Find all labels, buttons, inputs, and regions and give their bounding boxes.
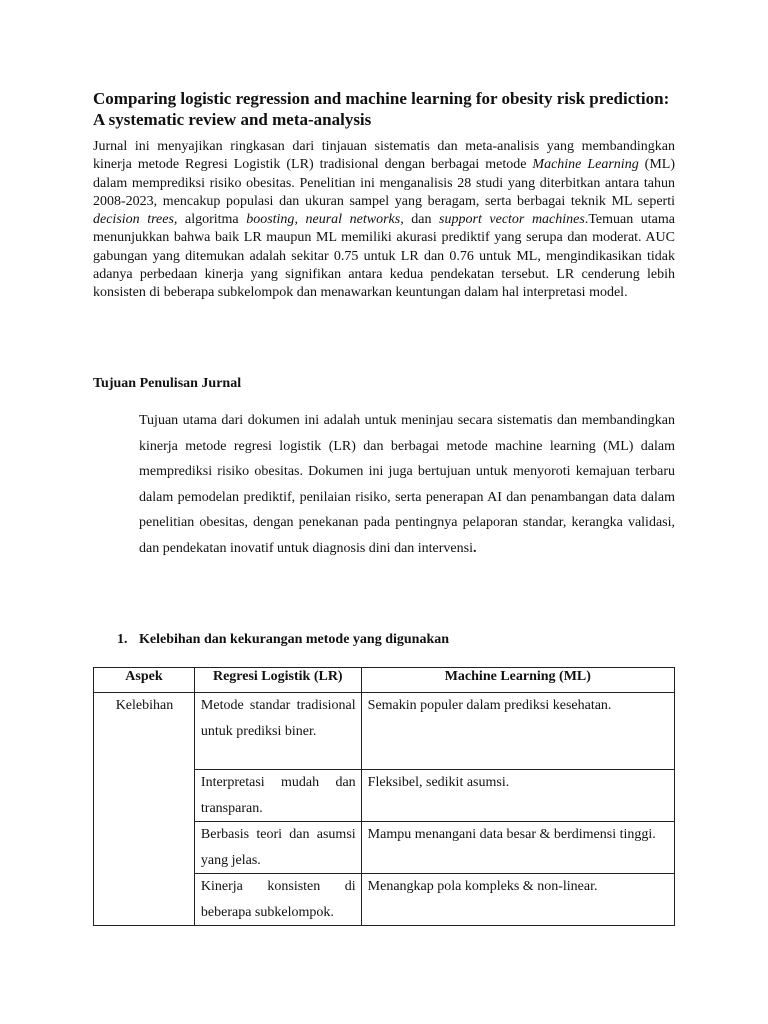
abstract-text-6: .Temuan utama menunjukkan bahwa baik LR maupun ML memiliki akurasi prediktif yang serupa dan moderat. AUC gabungan yang ditemukan adalah sekitar 0.75 untuk LR dan 0.76 untuk ML, mengindikasikan tidak adanya perbedaan kinerja yang signifikan antara kedua pendekatan tersebut. LR cenderung lebih konsisten di beberapa subkelompok dan menawarkan keuntungan dalam hal interpretasi model. xyxy=(93,212,675,301)
abstract-paragraph xyxy=(93,138,675,303)
header-aspek: Aspek xyxy=(94,668,195,693)
purpose-text-end: . xyxy=(472,540,477,556)
lr-cell: Interpretasi mudah dan transparan. xyxy=(194,770,361,822)
ml-cell: Mampu menangani data besar & berdimensi tinggi. xyxy=(361,822,674,874)
section-1-number: 1. xyxy=(117,632,128,647)
section-1-heading xyxy=(117,632,449,648)
ml-cell: Fleksibel, sedikit asumsi. xyxy=(361,770,674,822)
purpose-paragraph xyxy=(139,408,675,561)
abstract-term-boosting: boosting xyxy=(246,212,295,228)
ml-cell: Menangkap pola kompleks & non-linear. xyxy=(361,874,674,926)
abstract-text-3: , algoritma xyxy=(173,212,247,228)
ml-cell: Semakin populer dalam prediksi kesehatan. xyxy=(361,693,674,770)
section-1-title: Kelebihan dan kekurangan metode yang digunakan xyxy=(139,632,450,647)
aspect-cell: Kelebihan xyxy=(94,693,195,926)
abstract-term-neural-networks: neural networks xyxy=(305,212,401,228)
header-ml: Machine Learning (ML) xyxy=(361,668,674,693)
abstract-text-5: , dan xyxy=(400,212,440,228)
abstract-term-svm: support vector machines xyxy=(439,212,585,228)
lr-cell: Berbasis teori dan asumsi yang jelas. xyxy=(194,822,361,874)
purpose-heading: Tujuan Penulisan Jurnal xyxy=(93,376,242,391)
lr-cell: Kinerja konsisten di beberapa subkelompok. xyxy=(194,874,361,926)
lr-cell: Metode standar tradisional untuk prediksi biner. xyxy=(194,693,361,770)
abstract-term-decision-trees: decision trees xyxy=(93,212,174,228)
abstract-text-1: Jurnal ini menyajikan ringkasan dari tinjauan sistematis dan meta-analisis yang membandingkan kinerja metode Regresi Logistik (LR) tradisional dengan berbagai metode xyxy=(93,139,675,173)
purpose-text: Tujuan utama dari dokumen ini adalah untuk meninjau secara sistematis dan membandingkan kinerja metode regresi logistik (LR) dan berbagai metode machine learning (ML) dalam memprediksi risiko obesitas. Dokumen ini juga bertujuan untuk menyoroti kemajuan terbaru dalam pemodelan prediktif, penilaian risiko, serta penerapan AI dan penambangan data dalam penelitian obesitas, dengan penekanan pada pentingnya pelaporan standar, kerangka validasi, dan pendekatan inovatif untuk diagnosis dini dan intervensi xyxy=(139,413,675,556)
table-header-row xyxy=(94,668,675,693)
header-lr: Regresi Logistik (LR) xyxy=(194,668,361,693)
abstract-text-2: (ML) dalam memprediksi risiko obesitas. Penelitian ini menganalisis 28 studi yang diterbitkan antara tahun 2008-2023, mencakup populasi dan ukuran sampel yang beragam, serta berbagai teknik ML seperti xyxy=(93,157,675,209)
abstract-term-machine-learning: Machine Learning xyxy=(532,157,639,173)
table-row xyxy=(94,693,675,770)
document-title: Comparing logistic regression and machine learning for obesity risk prediction: A systematic review and meta-analysis xyxy=(93,89,670,129)
abstract-text-4: , xyxy=(294,212,306,228)
comparison-table xyxy=(93,667,675,926)
